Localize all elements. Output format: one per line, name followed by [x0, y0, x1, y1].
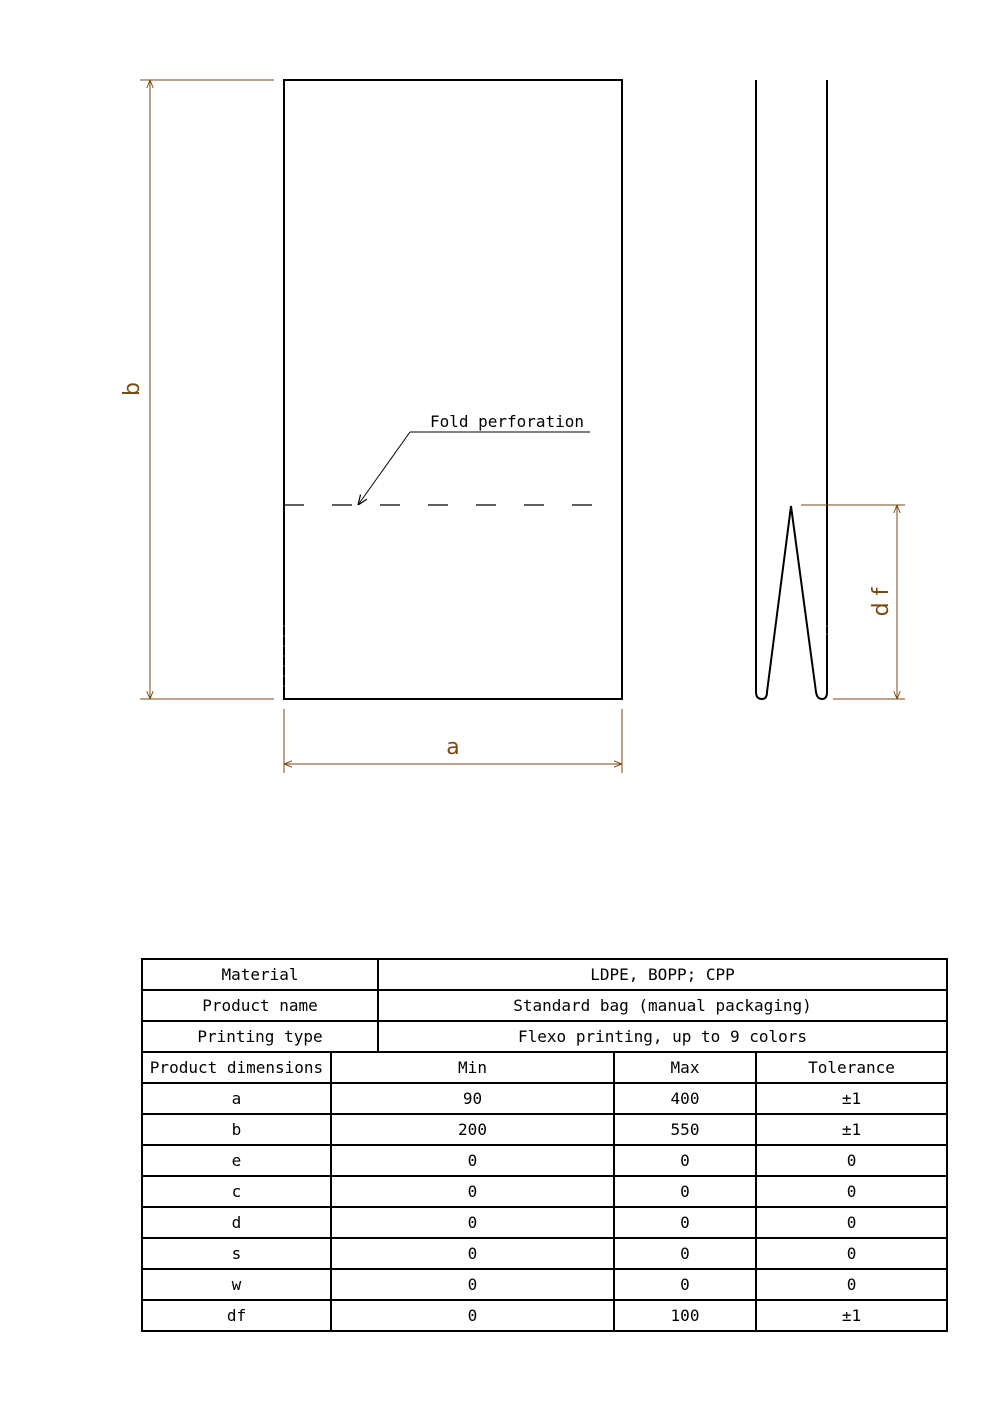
material-label: Material — [142, 959, 378, 990]
dimensions-header-row — [142, 1052, 947, 1083]
dimension-tolerance: ±1 — [756, 1300, 947, 1331]
table-row — [142, 1114, 947, 1145]
table-row — [142, 1207, 947, 1238]
table-row — [142, 1083, 947, 1114]
dimension-tolerance: ±1 — [756, 1083, 947, 1114]
dimension-min: 200 — [331, 1114, 614, 1145]
dimension-max: 0 — [614, 1145, 756, 1176]
dimension-max: 550 — [614, 1114, 756, 1145]
product-name-value: Standard bag (manual packaging) — [378, 990, 947, 1021]
table-row — [142, 1145, 947, 1176]
dimension-max: 0 — [614, 1207, 756, 1238]
dim-b-label: b — [120, 382, 145, 396]
dimension-tolerance: 0 — [756, 1207, 947, 1238]
dimension-max: 400 — [614, 1083, 756, 1114]
dimension-max: 100 — [614, 1300, 756, 1331]
bag-front-outline — [284, 80, 622, 699]
info-row-printing-type — [142, 1021, 947, 1052]
dimension-name: df — [142, 1300, 331, 1331]
header-product-dimensions: Product dimensions — [142, 1052, 331, 1083]
table-row — [142, 1238, 947, 1269]
dimension-min: 0 — [331, 1269, 614, 1300]
table-row — [142, 1176, 947, 1207]
dimension-max: 0 — [614, 1269, 756, 1300]
header-max: Max — [614, 1052, 756, 1083]
dimension-tolerance: 0 — [756, 1176, 947, 1207]
fold-perforation-label: Fold perforation — [429, 412, 585, 431]
dimension-name: c — [142, 1176, 331, 1207]
dimension-min: 90 — [331, 1083, 614, 1114]
info-row-material — [142, 959, 947, 990]
spec-table — [141, 958, 948, 1332]
dimension-tolerance: 0 — [756, 1238, 947, 1269]
dim-a-label: a — [446, 735, 460, 760]
dimension-max: 0 — [614, 1176, 756, 1207]
printing-type-label: Printing type — [142, 1021, 378, 1052]
callout-leader — [358, 432, 410, 505]
dimension-min: 0 — [331, 1176, 614, 1207]
dimension-tolerance: 0 — [756, 1145, 947, 1176]
dimension-name: b — [142, 1114, 331, 1145]
dimension-name: s — [142, 1238, 331, 1269]
dimension-min: 0 — [331, 1238, 614, 1269]
dimension-tolerance: ±1 — [756, 1114, 947, 1145]
product-name-label: Product name — [142, 990, 378, 1021]
dimension-tolerance: 0 — [756, 1269, 947, 1300]
table-row — [142, 1269, 947, 1300]
dimension-name: w — [142, 1269, 331, 1300]
header-tolerance: Tolerance — [756, 1052, 947, 1083]
dimension-min: 0 — [331, 1207, 614, 1238]
dimension-min: 0 — [331, 1145, 614, 1176]
printing-type-value: Flexo printing, up to 9 colors — [378, 1021, 947, 1052]
dimension-name: a — [142, 1083, 331, 1114]
header-min: Min — [331, 1052, 614, 1083]
table-row — [142, 1300, 947, 1331]
dim-df-label: d f — [869, 587, 894, 617]
bag-side-profile — [756, 80, 827, 699]
dimension-name: e — [142, 1145, 331, 1176]
dimension-max: 0 — [614, 1238, 756, 1269]
dimension-name: d — [142, 1207, 331, 1238]
info-row-product-name — [142, 990, 947, 1021]
material-value: LDPE, BOPP; CPP — [378, 959, 947, 990]
dimension-min: 0 — [331, 1300, 614, 1331]
